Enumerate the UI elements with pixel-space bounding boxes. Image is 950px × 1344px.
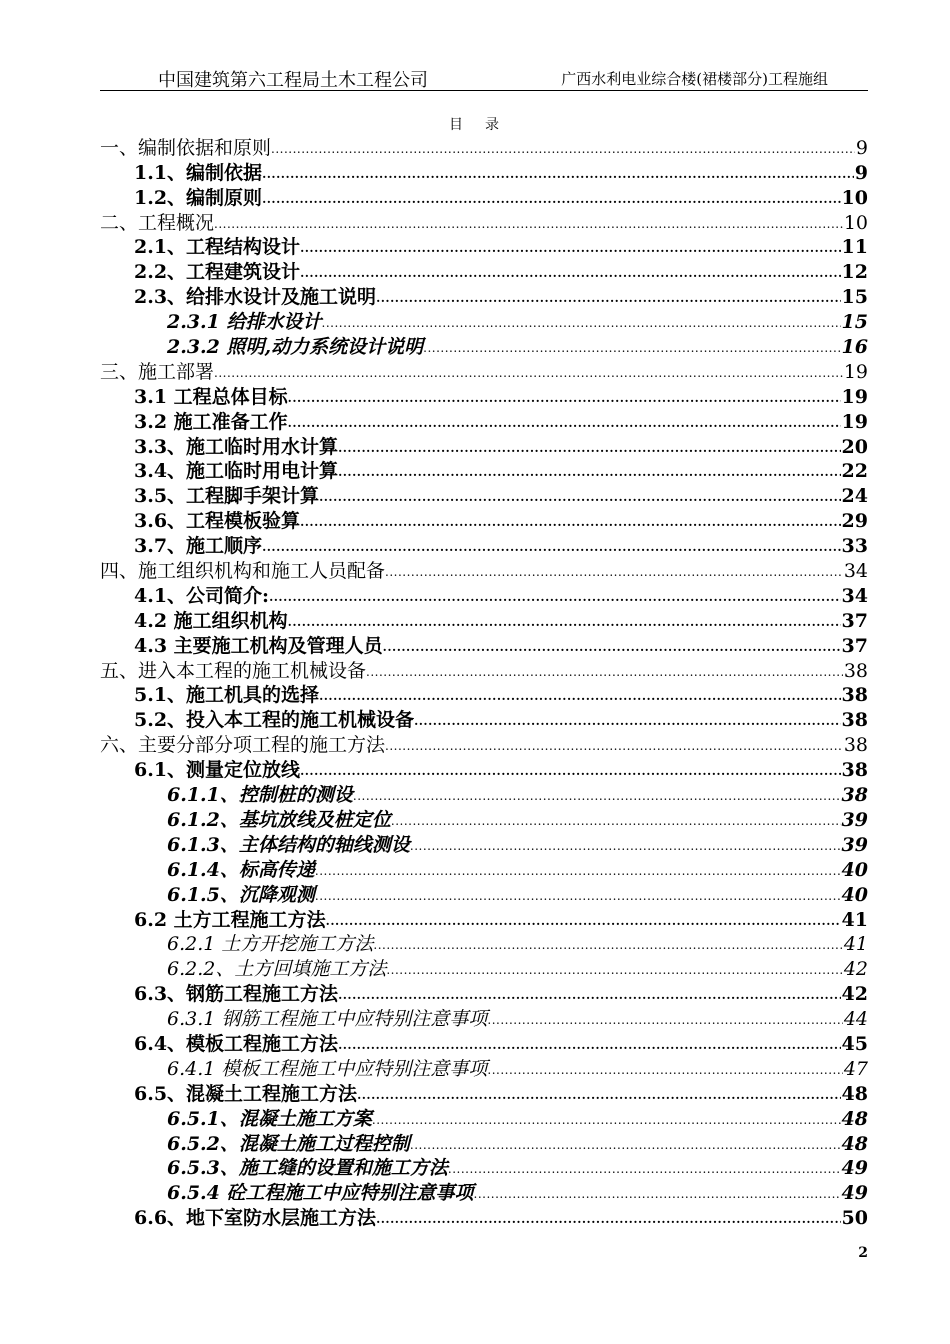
toc-dot-leader	[288, 615, 841, 629]
toc-entry-page: 9	[855, 136, 868, 159]
toc-entry-label: 6.1.5、沉降观测	[167, 883, 315, 906]
toc-dot-leader	[338, 988, 840, 1002]
toc-entry-label: 2.3.1 给排水设计	[167, 311, 322, 334]
toc-dot-leader	[300, 764, 840, 778]
toc-dot-leader	[386, 963, 842, 977]
toc-dot-leader	[366, 665, 843, 679]
toc-entry[interactable]	[100, 1179, 868, 1204]
toc-dot-leader	[300, 266, 840, 280]
toc-entry-page: 38	[841, 759, 868, 782]
toc-entry[interactable]	[100, 831, 868, 856]
page-header	[100, 62, 868, 91]
toc-entry[interactable]	[100, 1204, 868, 1229]
toc-entry-label: 6.2.1 土方开挖施工方法	[167, 933, 374, 956]
toc-entry-page: 16	[841, 336, 868, 359]
page-number: 2	[858, 1245, 868, 1261]
toc-entry[interactable]	[100, 931, 868, 956]
toc-entry[interactable]	[100, 209, 868, 234]
toc-entry[interactable]	[100, 458, 868, 483]
toc-entry-label: 3.5、工程脚手架计算	[134, 485, 320, 508]
toc-entry-label: 6.6、地下室防水层施工方法	[134, 1207, 377, 1230]
toc-dot-leader	[338, 465, 840, 479]
toc-entry[interactable]	[100, 1105, 868, 1130]
toc-entry-label: 4.3 主要施工机构及管理人员	[134, 634, 383, 657]
toc-entry-page: 47	[843, 1057, 868, 1080]
toc-dot-leader	[385, 739, 843, 753]
toc-entry-label: 2.1、工程结构设计	[134, 236, 301, 259]
toc-entry-label: 三、施工部署	[100, 360, 215, 383]
toc-entry-label: 6.5.4 砼工程施工中应特别注意事项	[167, 1182, 474, 1205]
toc-entry[interactable]	[100, 383, 868, 408]
toc-entry-page: 12	[841, 261, 868, 284]
toc-entry-page: 29	[841, 510, 868, 533]
toc-dot-leader	[414, 714, 840, 728]
toc-dot-leader	[410, 839, 841, 853]
toc-title: 目录	[449, 117, 521, 133]
toc-entry-label: 四、施工组织机构和施工人员配备	[100, 560, 386, 583]
toc-entry[interactable]	[100, 906, 868, 931]
toc-entry-label: 3.6、工程模板验算	[134, 510, 301, 533]
toc-entry-page: 38	[841, 709, 868, 732]
toc-entry-label: 2.3、给排水设计及施工说明	[134, 286, 377, 309]
toc-entry-page: 38	[843, 659, 868, 682]
toc-entry-label: 1.1、编制依据	[134, 161, 263, 184]
toc-entry[interactable]	[100, 557, 868, 582]
toc-dot-leader	[262, 167, 854, 181]
toc-entry-page: 19	[841, 410, 868, 433]
toc-entry-page: 39	[841, 808, 868, 831]
toc-entry-page: 20	[841, 435, 868, 458]
toc-dot-leader	[322, 316, 841, 330]
toc-entry[interactable]	[100, 159, 868, 184]
toc-entry-label: 6.4.1 模板工程施工中应特别注意事项	[167, 1057, 488, 1080]
toc-entry-label: 6.5.3、施工缝的设置和施工方法	[167, 1157, 448, 1180]
toc-dot-leader	[271, 142, 855, 156]
toc-entry-page: 42	[841, 983, 868, 1006]
toc-dot-leader	[373, 938, 842, 952]
toc-entry-label: 1.2、编制原则	[134, 186, 263, 209]
toc-dot-leader	[357, 1088, 840, 1102]
toc-entry-label: 6.1、测量定位放线	[134, 759, 301, 782]
toc-dot-leader	[288, 391, 841, 405]
toc-dot-leader	[391, 814, 841, 828]
toc-entry-page: 38	[843, 734, 868, 757]
toc-dot-leader	[372, 1113, 841, 1127]
toc-entry[interactable]	[100, 1130, 868, 1155]
toc-entry-label: 6.1.4、标高传递	[167, 858, 315, 881]
toc-entry-label: 6.1.2、基坑放线及桩定位	[167, 808, 391, 831]
toc-entry-page: 48	[841, 1107, 868, 1130]
toc-entry[interactable]	[100, 756, 868, 781]
toc-entry-page: 11	[841, 236, 868, 259]
toc-entry-page: 38	[841, 684, 868, 707]
toc-entry[interactable]	[100, 283, 868, 308]
toc-dot-leader	[410, 1138, 841, 1152]
toc-entry[interactable]	[100, 134, 868, 159]
table-of-contents	[100, 134, 868, 1229]
toc-entry-label: 6.3.1 钢筋工程施工中应特别注意事项	[167, 1008, 488, 1031]
toc-entry[interactable]	[100, 781, 868, 806]
toc-entry-page: 9	[854, 161, 868, 184]
toc-entry-label: 4.2 施工组织机构	[134, 609, 288, 632]
toc-entry-label: 6.5、混凝土工程施工方法	[134, 1082, 358, 1105]
toc-entry[interactable]	[100, 234, 868, 259]
toc-entry-label: 5.2、投入本工程的施工机械设备	[134, 709, 415, 732]
toc-entry[interactable]	[100, 682, 868, 707]
toc-entry-label: 3.2 施工准备工作	[134, 410, 288, 433]
toc-entry-page: 39	[841, 833, 868, 856]
toc-dot-leader	[326, 914, 841, 928]
toc-entry[interactable]	[100, 607, 868, 632]
toc-entry-page: 37	[841, 609, 868, 632]
toc-entry[interactable]	[100, 482, 868, 507]
header-document-title: 广西水利电业综合楼(裙楼部分)工程施组	[561, 70, 828, 88]
toc-entry-label: 六、主要分部分项工程的施工方法	[100, 734, 386, 757]
toc-entry-label: 6.3、钢筋工程施工方法	[134, 983, 339, 1006]
toc-entry-label: 4.1、公司简介:	[134, 584, 270, 607]
toc-dot-leader	[315, 889, 841, 903]
toc-entry-label: 一、编制依据和原则	[100, 136, 272, 159]
toc-dot-leader	[315, 864, 841, 878]
toc-dot-leader	[288, 416, 841, 430]
toc-dot-leader	[300, 515, 840, 529]
toc-entry[interactable]	[100, 955, 868, 980]
toc-entry-page: 19	[843, 360, 868, 383]
toc-entry-page: 19	[841, 385, 868, 408]
toc-entry[interactable]	[100, 706, 868, 731]
toc-entry[interactable]	[100, 806, 868, 831]
toc-dot-leader	[338, 1038, 840, 1052]
toc-entry-label: 二、工程概况	[100, 211, 215, 234]
toc-entry-page: 24	[841, 485, 868, 508]
toc-entry[interactable]	[100, 856, 868, 881]
header-company-name: 中国建筑第六工程局土木工程公司	[158, 70, 428, 91]
toc-dot-leader	[376, 291, 840, 305]
toc-dot-leader	[376, 1212, 840, 1226]
toc-entry-page: 38	[841, 784, 868, 807]
toc-dot-leader	[353, 789, 841, 803]
toc-entry-label: 2.2、工程建筑设计	[134, 261, 301, 284]
toc-entry-page: 41	[841, 908, 868, 931]
toc-dot-leader	[214, 217, 843, 231]
toc-entry-page: 50	[841, 1207, 868, 1230]
toc-entry[interactable]	[100, 258, 868, 283]
toc-entry-page: 37	[841, 634, 868, 657]
toc-entry[interactable]	[100, 408, 868, 433]
toc-entry-label: 6.4、模板工程施工方法	[134, 1032, 339, 1055]
toc-entry[interactable]	[100, 1030, 868, 1055]
toc-entry-label: 3.1 工程总体目标	[134, 385, 288, 408]
toc-entry[interactable]	[100, 333, 868, 358]
toc-entry-label: 3.4、施工临时用电计算	[134, 460, 339, 483]
toc-entry[interactable]	[100, 1155, 868, 1180]
toc-entry-page: 48	[841, 1082, 868, 1105]
toc-dot-leader	[383, 640, 841, 654]
toc-entry-label: 6.1.3、主体结构的轴线测设	[167, 833, 410, 856]
toc-entry-page: 22	[841, 460, 868, 483]
toc-entry-page: 34	[843, 560, 868, 583]
toc-dot-leader	[385, 565, 843, 579]
toc-entry-page: 40	[841, 858, 868, 881]
toc-entry-page: 41	[843, 933, 868, 956]
toc-entry-label: 3.7、施工顺序	[134, 535, 263, 558]
toc-entry-label: 6.5.1、混凝土施工方案	[167, 1107, 372, 1130]
toc-entry-page: 45	[841, 1032, 868, 1055]
toc-dot-leader	[319, 689, 840, 703]
toc-entry-page: 40	[841, 883, 868, 906]
toc-dot-leader	[448, 1162, 841, 1176]
toc-dot-leader	[262, 192, 840, 206]
toc-entry[interactable]	[100, 1080, 868, 1105]
toc-entry-page: 48	[841, 1132, 868, 1155]
toc-dot-leader	[300, 241, 840, 255]
toc-dot-leader	[423, 341, 840, 355]
toc-entry-page: 10	[841, 186, 868, 209]
toc-entry-page: 44	[843, 1008, 868, 1031]
toc-entry-label: 2.3.2 照明,动力系统设计说明	[167, 336, 424, 359]
toc-entry[interactable]	[100, 881, 868, 906]
toc-dot-leader	[269, 590, 840, 604]
toc-dot-leader	[262, 540, 840, 554]
toc-entry-page: 42	[843, 958, 868, 981]
toc-entry-label: 6.5.2、混凝土施工过程控制	[167, 1132, 410, 1155]
toc-entry[interactable]	[100, 532, 868, 557]
toc-entry-page: 15	[841, 311, 868, 334]
toc-dot-leader	[487, 1013, 842, 1027]
toc-dot-leader	[319, 490, 840, 504]
toc-entry-page: 34	[841, 584, 868, 607]
toc-dot-leader	[214, 366, 843, 380]
toc-entry[interactable]	[100, 358, 868, 383]
toc-dot-leader	[338, 441, 840, 455]
toc-entry-label: 6.2 土方工程施工方法	[134, 908, 326, 931]
toc-entry[interactable]	[100, 1055, 868, 1080]
toc-dot-leader	[487, 1063, 842, 1077]
toc-entry[interactable]	[100, 582, 868, 607]
toc-entry[interactable]	[100, 731, 868, 756]
toc-entry-page: 10	[843, 211, 868, 234]
toc-entry-label: 3.3、施工临时用水计算	[134, 435, 339, 458]
toc-entry-page: 15	[841, 286, 868, 309]
toc-entry[interactable]	[100, 507, 868, 532]
toc-entry[interactable]	[100, 632, 868, 657]
toc-entry[interactable]	[100, 184, 868, 209]
toc-entry[interactable]	[100, 980, 868, 1005]
toc-entry-page: 49	[841, 1182, 868, 1205]
toc-entry-page: 33	[841, 535, 868, 558]
toc-entry-page: 49	[841, 1157, 868, 1180]
toc-entry-label: 五、进入本工程的施工机械设备	[100, 659, 367, 682]
toc-entry-label: 6.1.1、控制桩的测设	[167, 784, 353, 807]
toc-entry-label: 6.2.2、土方回填施工方法	[167, 958, 387, 981]
toc-entry[interactable]	[100, 308, 868, 333]
toc-entry-label: 5.1、施工机具的选择	[134, 684, 320, 707]
toc-entry[interactable]	[100, 1005, 868, 1030]
toc-entry[interactable]	[100, 433, 868, 458]
toc-entry[interactable]	[100, 657, 868, 682]
toc-dot-leader	[474, 1187, 841, 1201]
